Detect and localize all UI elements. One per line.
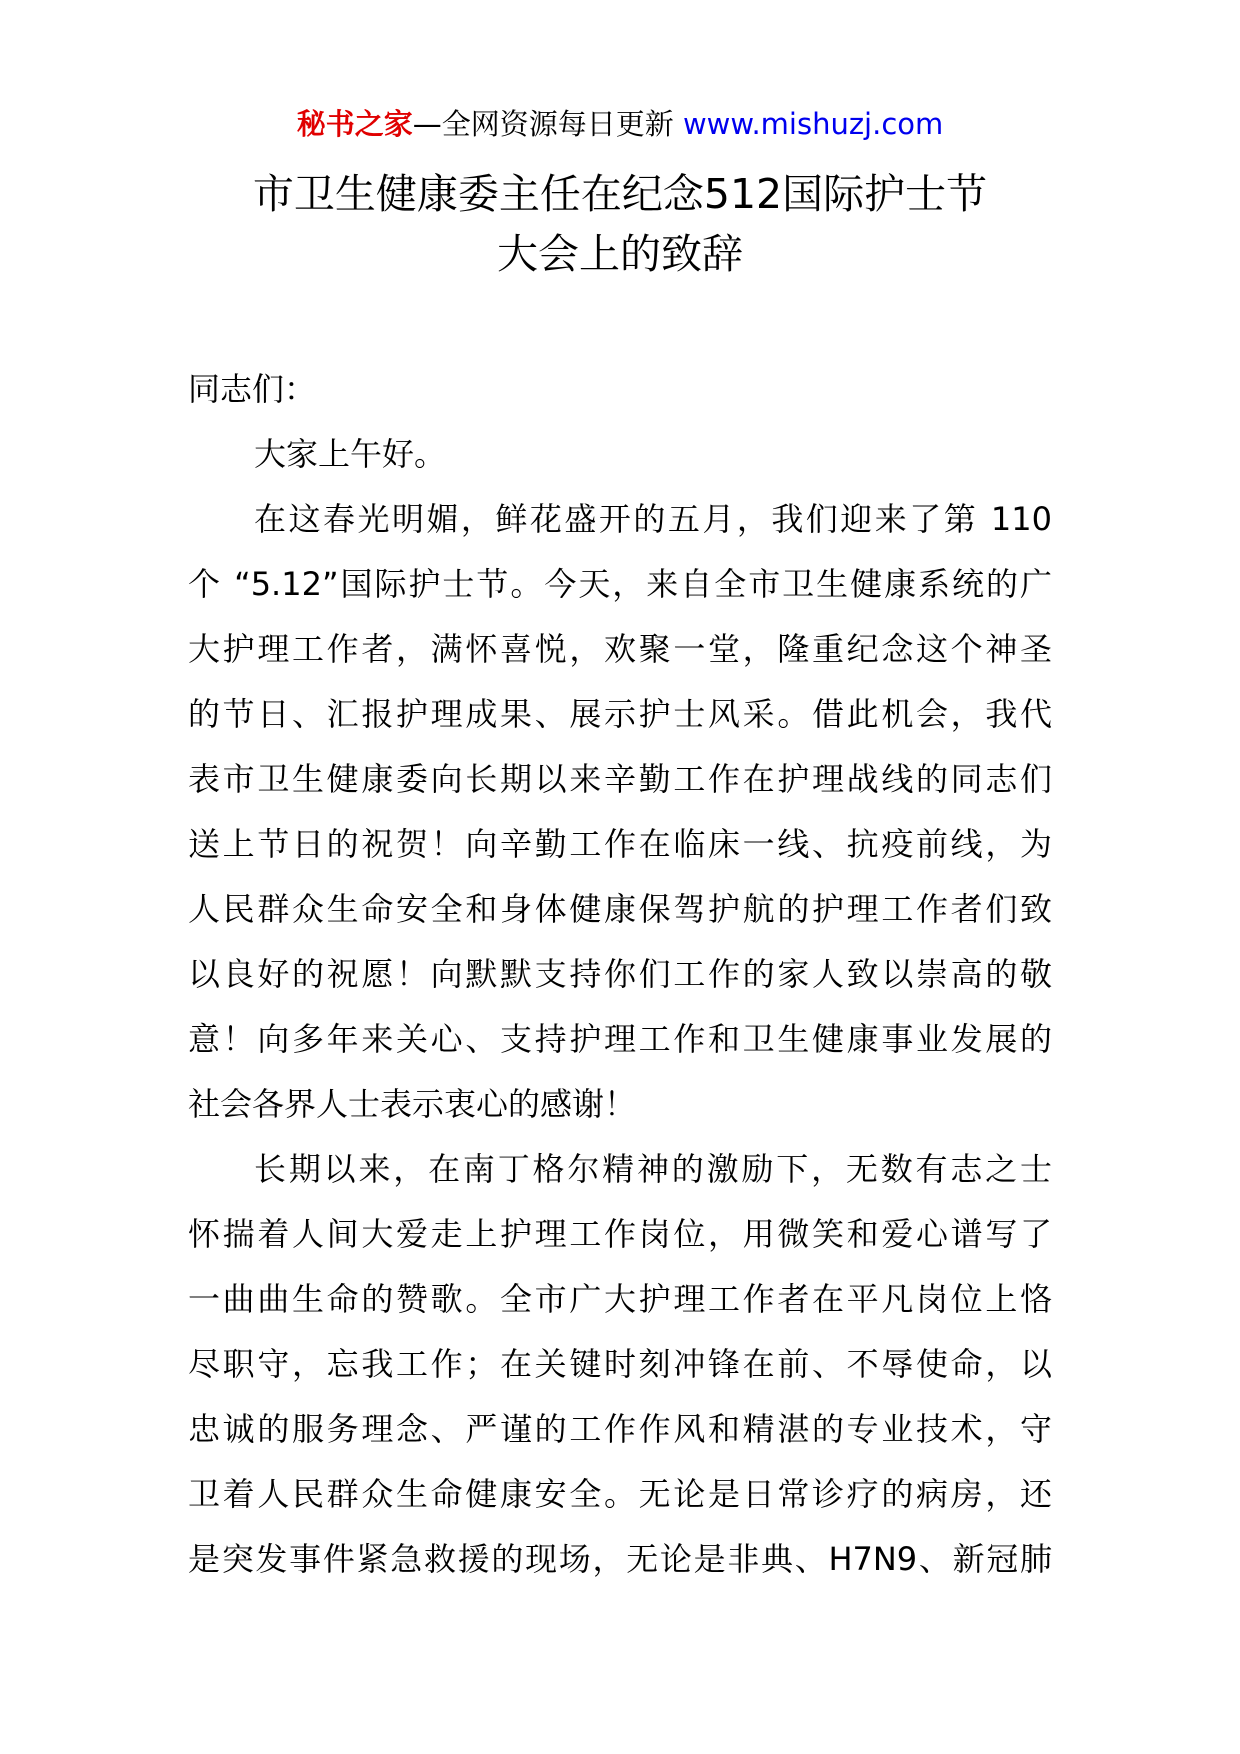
paragraph-line: 送上节日的祝贺！向辛勤工作在临床一线、抗疫前线，为 (188, 825, 1052, 863)
paragraph-line: 忠诚的服务理念、严谨的工作作风和精湛的专业技术，守 (188, 1410, 1052, 1448)
site-url[interactable]: www.mishuzj.com (682, 107, 944, 141)
paragraph-line: 表市卫生健康委向长期以来辛勤工作在护理战线的同志们 (188, 760, 1052, 798)
paragraph-line: 卫着人民群众生命健康安全。无论是日常诊疗的病房，还 (188, 1475, 1052, 1513)
paragraph-line: 是突发事件紧急救援的现场，无论是非典、H7N9、新冠肺 (188, 1540, 1052, 1578)
paragraph-line: 的节日、汇报护理成果、展示护士风采。借此机会，我代 (188, 695, 1052, 733)
document-body (188, 357, 1052, 1592)
paragraph-line: 人民群众生命安全和身体健康保驾护航的护理工作者们致 (188, 890, 1052, 928)
salutation: 同志们： (188, 370, 317, 408)
paragraph-line: 以良好的祝愿！向默默支持你们工作的家人致以崇高的敬 (188, 955, 1052, 993)
greeting: 大家上午好。 (254, 435, 447, 473)
paragraph-line: 个 “5.12”国际护士节。今天，来自全市卫生健康系统的广 (188, 565, 1052, 603)
brand-name: 秘书之家 (296, 107, 413, 141)
paragraph-line: 大护理工作者，满怀喜悦，欢聚一堂，隆重纪念这个神圣 (188, 630, 1052, 668)
header-tagline: —全网资源每日更新 (412, 107, 683, 141)
title-line: 大会上的致辞 (497, 230, 743, 278)
title-line: 市卫生健康委主任在纪念512国际护士节 (252, 170, 988, 218)
paragraph-line: 怀揣着人间大爱走上护理工作岗位，用微笑和爱心谱写了 (188, 1215, 1052, 1253)
paragraph-line: 尽职守，忘我工作；在关键时刻冲锋在前、不辱使命，以 (188, 1345, 1052, 1383)
paragraph-line: 社会各界人士表示衷心的感谢！ (188, 1085, 637, 1123)
document-title (0, 164, 1240, 284)
paragraph-line: 长期以来，在南丁格尔精神的激励下，无数有志之士 (254, 1150, 1052, 1188)
paragraph-line: 在这春光明媚，鲜花盛开的五月，我们迎来了第 110 (254, 500, 1052, 538)
paragraph-line: 意！向多年来关心、支持护理工作和卫生健康事业发展的 (188, 1020, 1052, 1058)
site-header (0, 104, 1240, 144)
paragraph-line: 一曲曲生命的赞歌。全市广大护理工作者在平凡岗位上恪 (188, 1280, 1052, 1318)
